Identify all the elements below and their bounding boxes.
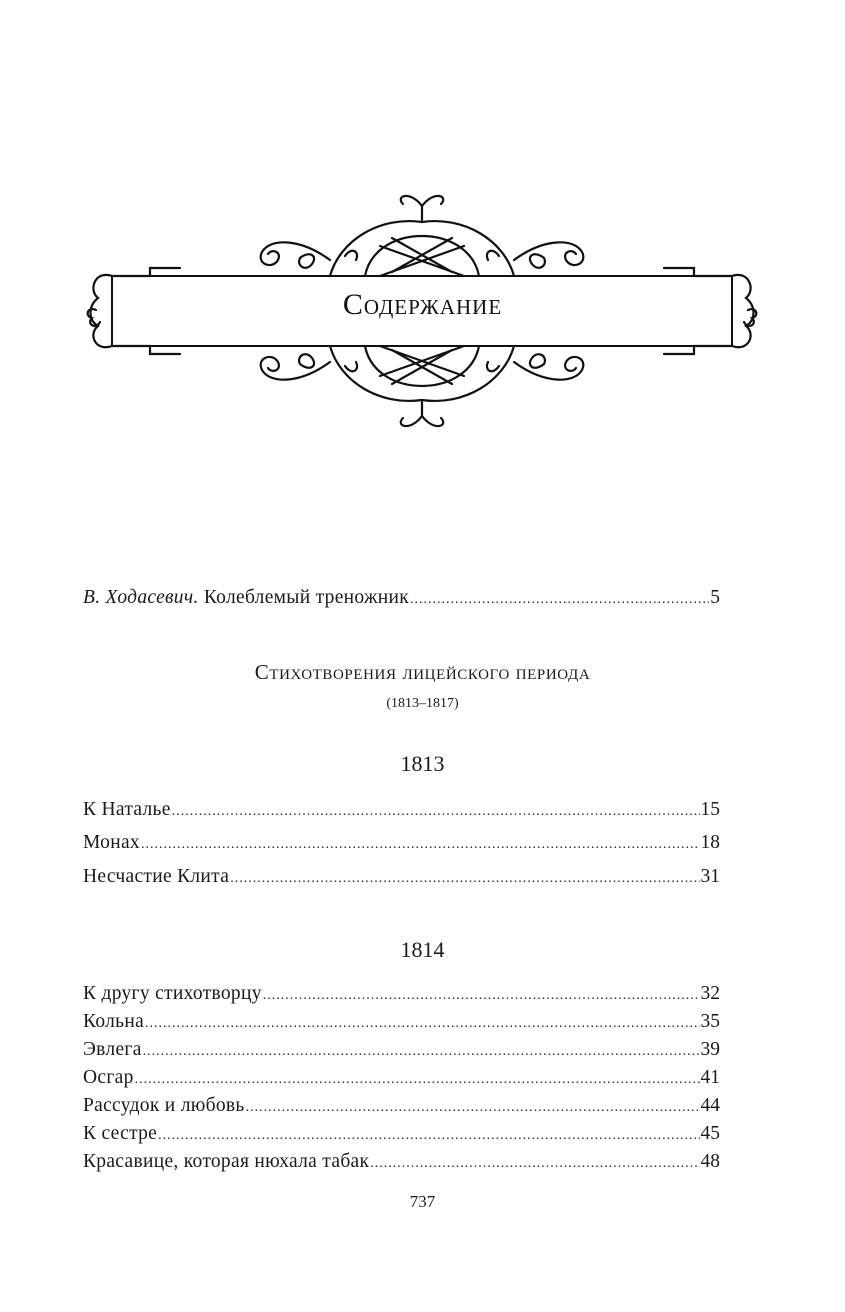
toc-entry[interactable] [83,1065,720,1093]
toc-entry-title: К другу стихотворцу [83,983,262,1004]
toc-entry-page: 48 [700,1151,720,1172]
toc-entry-author: В. Ходасевич. [83,587,199,608]
toc-entry-title: К сестре [83,1123,158,1144]
toc-entry[interactable] [83,830,720,858]
leader-dots [145,1011,699,1037]
page-title: Содержание [342,288,503,321]
toc-entry-page: 41 [700,1067,720,1088]
leader-dots [246,1095,700,1121]
toc-entry[interactable] [83,797,720,825]
leader-dots [143,1039,700,1065]
toc-entry-intro[interactable] [83,585,720,613]
toc-entry-title: Кольна [83,1011,145,1032]
leader-dots [158,1123,699,1149]
toc-entry-title: Осгар [83,1067,134,1088]
toc-entry-title: Несчастие Клита [83,866,230,887]
toc-entry-title: Рассудок и любовь [83,1095,245,1116]
toc-entry[interactable] [83,864,720,892]
toc-entry-title: Эвлега [83,1039,142,1060]
toc-entry-page: 45 [700,1123,720,1144]
section-subtitle: (1813–1817) [386,696,459,711]
toc-entry-page: 15 [700,799,720,820]
toc-entry-title: К Наталье [83,799,171,820]
toc-entry-page: 31 [700,866,720,887]
toc-entry[interactable] [83,1121,720,1149]
leader-dots [410,587,709,613]
toc-entry-page: 32 [700,983,720,1004]
section-title: Стихотворения лицейского периода [254,660,591,684]
toc-entry[interactable] [83,1149,720,1177]
leader-dots [263,983,700,1009]
leader-dots [135,1067,700,1093]
leader-dots [141,832,700,858]
toc-entry-title: Монах [83,832,140,853]
toc-entry-page: 18 [700,832,720,853]
toc-entry[interactable] [83,1037,720,1065]
leader-dots [370,1151,699,1177]
toc-entry-page: 5 [710,587,720,608]
leader-dots [230,866,699,892]
year-heading: 1814 [400,937,445,962]
toc-entry-page: 39 [700,1039,720,1060]
toc-entry[interactable] [83,981,720,1009]
toc-entry-title [83,585,409,611]
toc-entry-page: 44 [700,1095,720,1116]
toc-entry-page: 35 [700,1011,720,1032]
page-number: 737 [409,1192,436,1211]
toc-entry-title: Красавице, которая нюхала табак [83,1151,370,1172]
toc-entry-title-text: Колеблемый треножник [203,587,409,608]
toc-entry[interactable] [83,1009,720,1037]
year-heading: 1813 [400,751,445,776]
toc-entry[interactable] [83,1093,720,1121]
leader-dots [172,799,700,825]
